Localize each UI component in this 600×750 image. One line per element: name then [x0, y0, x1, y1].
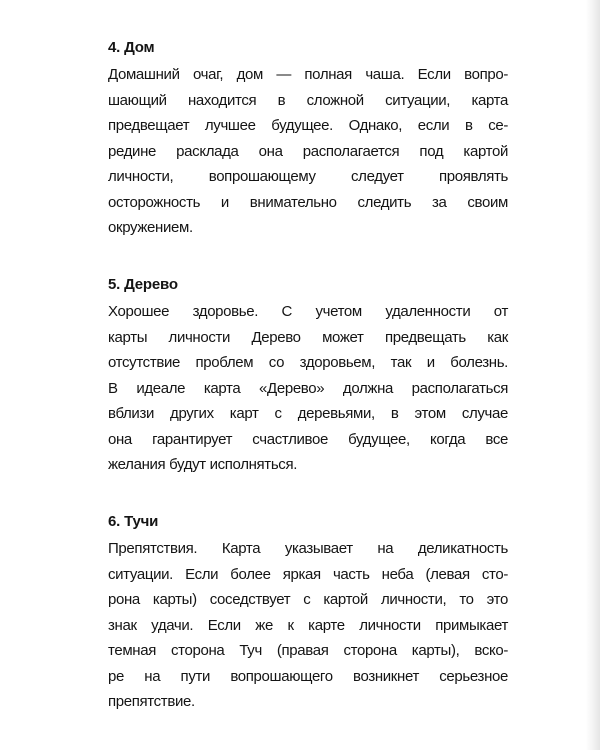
section-tuchi [108, 512, 508, 715]
text-line: препятствие. [108, 693, 195, 710]
text-line: отсутствие проблем со здоровьем, так и болезнь. [108, 354, 508, 371]
text-line: шающий находится в сложной ситуации, карта [108, 91, 508, 109]
text-line: она гарантирует счастливое будущее, когда все [108, 430, 508, 448]
section-body [108, 536, 508, 715]
section-heading: 6. Тучи [108, 513, 159, 530]
section-heading: 4. Дом [108, 39, 155, 56]
text-line: Хорошее здоровье. С учетом удаленности от [108, 303, 508, 320]
text-line: окружением. [108, 219, 193, 236]
section-body [108, 299, 508, 478]
text-line: знак удачи. Если же к карте личности примыкает [108, 616, 508, 634]
text-line: карты личности Дерево может предвещать как [108, 328, 508, 346]
text-line: ре на пути вопрошающего возникнет серьезное [108, 667, 508, 685]
text-line: личности, вопрошающему следует проявлять [108, 168, 508, 185]
text-line: осторожность и внимательно следить за своим [108, 193, 508, 211]
text-line: В идеале карта «Дерево» должна располагаться [108, 379, 508, 397]
section-derevo [108, 275, 508, 478]
text-line: желания будут исполняться. [108, 456, 298, 473]
section-dom [108, 38, 508, 241]
text-line: ситуации. Если более яркая часть неба (левая сто- [108, 565, 508, 583]
text-line: вблизи других карт с деревьями, в этом случае [108, 405, 508, 422]
page-edge-shadow [586, 0, 600, 750]
section-body [108, 62, 508, 241]
text-line: Домашний очаг, дом — полная чаша. Если вопро- [108, 66, 508, 83]
text-line: темная сторона Туч (правая сторона карты), вско- [108, 642, 508, 659]
text-line: предвещает лучшее будущее. Однако, если в се- [108, 117, 508, 134]
section-heading: 5. Дерево [108, 276, 178, 293]
text-line: редине расклада она располагается под картой [108, 142, 508, 160]
text-line: Препятствия. Карта указывает на деликатность [108, 540, 508, 557]
text-line: рона карты) соседствует с картой личности, то это [108, 591, 508, 608]
